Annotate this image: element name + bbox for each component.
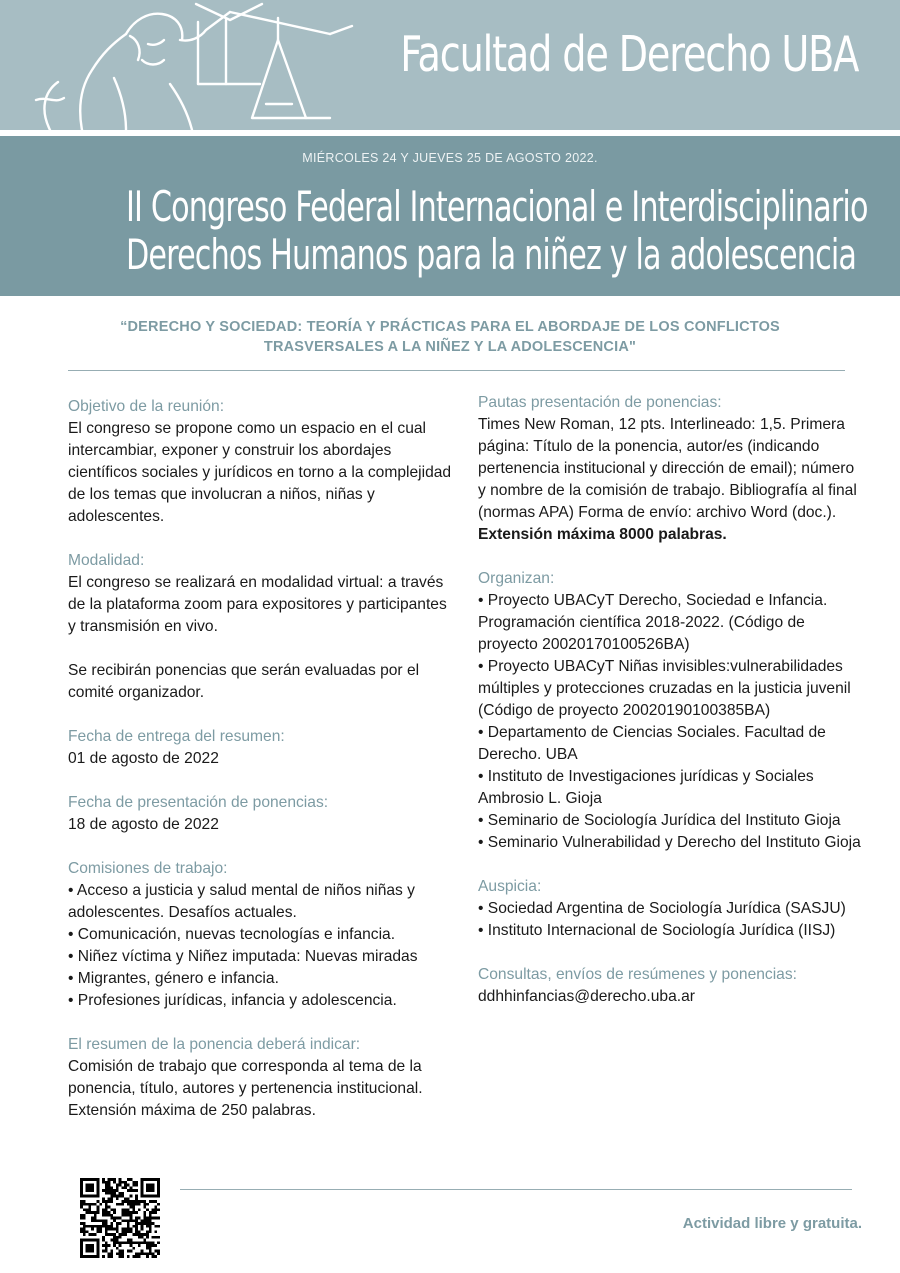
congress-title-line-1: II Congreso Federal Internacional e Interdisciplinario — [126, 182, 868, 231]
modalidad-text: El congreso se realizará en modalidad virtual: a través de la plataforma zoom para expositores y participantes y transmisión en vivo. — [68, 574, 447, 635]
ponencia-fecha-text: 18 de agosto de 2022 — [68, 816, 219, 833]
congress-title-line-2: Derechos Humanos para la niñez y la adolescencia — [126, 230, 857, 279]
motto-line-1: “DERECHO Y SOCIEDAD: TEORÍA Y PRÁCTICAS PARA EL ABORDAJE DE LOS CONFLICTOS — [120, 319, 780, 335]
objetivo-text: El congreso se propone como un espacio en el cual intercambiar, exponer y construir los abordajes científicos sociales y jurídicos en torno a la complejidad de los temas que involucran a niños, niñas y adolescentes. — [68, 420, 452, 525]
left-column — [68, 396, 458, 1144]
pautas-text — [478, 414, 863, 546]
header-top-band — [0, 0, 900, 130]
section-resumen — [68, 1034, 458, 1122]
list-item: • Seminario Vulnerabilidad y Derecho del Instituto Gioja — [478, 834, 861, 851]
resumen-fecha-title: Fecha de entrega del resumen: — [68, 728, 285, 745]
pautas-title: Pautas presentación de ponencias: — [478, 394, 722, 411]
section-resumen-fecha — [68, 726, 458, 770]
list-item: • Comunicación, nuevas tecnologías e infancia. — [68, 926, 396, 943]
bottom-divider — [180, 1189, 852, 1190]
list-item: • Proyecto UBACyT Niñas invisibles:vulnerabilidades múltiples y protecciones cruzadas en la justicia juvenil (Código de proyecto 20020190100385BA) — [478, 658, 851, 719]
list-item: • Niñez víctima y Niñez imputada: Nuevas miradas — [68, 948, 418, 965]
justice-figure-illustration — [30, 0, 400, 130]
event-date: MIÉRCOLES 24 Y JUEVES 25 DE AGOSTO 2022. — [302, 151, 598, 165]
pautas-max-length: Extensión máxima 8000 palabras. — [478, 526, 727, 543]
contact-email[interactable]: ddhhinfancias@derecho.uba.ar — [478, 988, 695, 1005]
list-item: • Proyecto UBACyT Derecho, Sociedad e Infancia. Programación científica 2018-2022. (Código de proyecto 20020170100526BA) — [478, 592, 828, 653]
resumen-fecha-text: 01 de agosto de 2022 — [68, 750, 219, 767]
section-pautas — [478, 392, 863, 546]
section-organizan — [478, 568, 863, 854]
section-objetivo — [68, 396, 458, 528]
list-item: • Instituto Internacional de Sociología Jurídica (IISJ) — [478, 922, 836, 939]
motto-line-2: TRASVERSALES A LA NIÑEZ Y LA ADOLESCENCIA" — [263, 339, 637, 355]
faculty-title: Facultad de Derecho UBA — [399, 26, 858, 83]
auspicia-title: Auspicia: — [478, 878, 542, 895]
modalidad-title: Modalidad: — [68, 552, 145, 569]
section-modalidad — [68, 550, 458, 704]
qr-code-icon[interactable] — [80, 1178, 160, 1258]
consultas-title: Consultas, envíos de resúmenes y ponencias: — [478, 966, 797, 983]
list-item: • Instituto de Investigaciones jurídicas y Sociales Ambrosio L. Gioja — [478, 768, 814, 807]
section-auspicia — [478, 876, 863, 942]
section-consultas — [478, 964, 863, 1008]
comisiones-title: Comisiones de trabajo: — [68, 860, 228, 877]
section-ponencia-fecha — [68, 792, 458, 836]
organizan-title: Organizan: — [478, 570, 555, 587]
top-divider — [68, 370, 845, 371]
right-column — [478, 392, 863, 1030]
list-item: • Profesiones jurídicas, infancia y adolescencia. — [68, 992, 397, 1009]
section-comisiones — [68, 858, 458, 1012]
ponencia-fecha-title: Fecha de presentación de ponencias: — [68, 794, 329, 811]
objetivo-title: Objetivo de la reunión: — [68, 398, 225, 415]
resumen-text: Comisión de trabajo que corresponda al tema de la ponencia, título, autores y pertenencia institucional. Extensión máxima de 250 palabras. — [68, 1058, 423, 1119]
list-item: • Migrantes, género e infancia. — [68, 970, 279, 987]
list-item: • Acceso a justicia y salud mental de niños niñas y adolescentes. Desafíos actuales. — [68, 882, 415, 921]
pautas-body: Times New Roman, 12 pts. Interlineado: 1,5. Primera página: Título de la ponencia, autor/es (indicando pertenencia institucional y dirección de email); número y nombre de la comisión de trabajo. Bibliografía al final (normas APA) Forma de envío: archivo Word (doc.). — [478, 416, 857, 521]
modalidad-text-2: Se recibirán ponencias que serán evaluadas por el comité organizador. — [68, 662, 420, 701]
list-item: • Sociedad Argentina de Sociología Jurídica (SASJU) — [478, 900, 846, 917]
congress-motto — [60, 317, 840, 357]
free-activity-note: Actividad libre y gratuita. — [682, 1215, 862, 1232]
list-item: • Departamento de Ciencias Sociales. Facultad de Derecho. UBA — [478, 724, 826, 763]
resumen-title: El resumen de la ponencia deberá indicar: — [68, 1036, 361, 1053]
list-item: • Seminario de Sociología Jurídica del Instituto Gioja — [478, 812, 841, 829]
